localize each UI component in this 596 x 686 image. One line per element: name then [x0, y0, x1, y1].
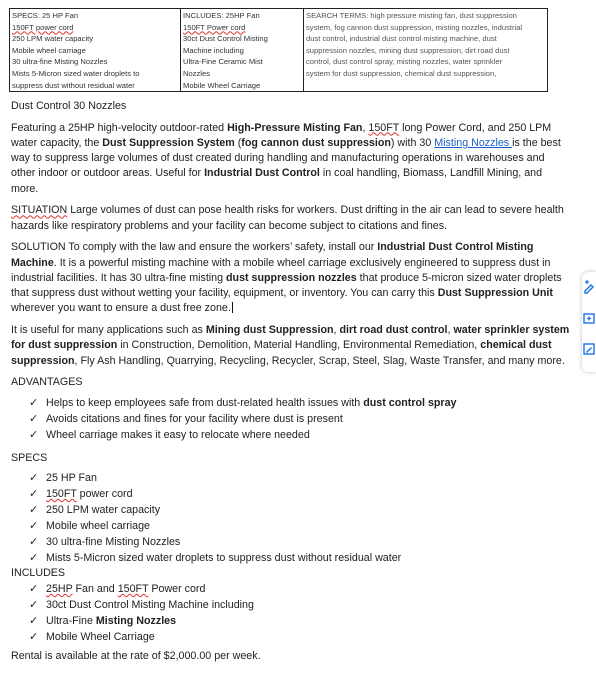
table-line: Mobile wheel carriage	[12, 45, 86, 55]
checkmark-icon: ✓	[29, 471, 39, 484]
advantages-heading: ADVANTAGES	[11, 376, 83, 389]
table-line: Nozzles	[183, 68, 211, 78]
list-item: ✓ Mists 5-Micron sized water droplets to suppress dust without residual water	[29, 551, 402, 564]
list-item: ✓ Mobile wheel carriage	[29, 519, 150, 532]
list-item: ✓ Helps to keep employees safe from dust-related health issues with dust control spray	[29, 396, 457, 409]
includes-heading: INCLUDES	[11, 566, 66, 579]
list-item: ✓ 150FT power cord	[29, 487, 133, 500]
list-item: ✓ 30ct Dust Control Misting Machine including	[29, 599, 254, 612]
checkmark-icon: ✓	[29, 583, 39, 596]
table-line: 250 LPM water capacity	[12, 34, 94, 44]
table-line: SPECS: 25 HP Fan	[12, 11, 79, 20]
intro-paragraph: Featuring a 25HP high-velocity outdoor-rated High-Pressure Misting Fan, 150FT long Power Cord, and 250 LPM water capacity, the Dust Suppression System (fog cannon dust suppression) with 30 Misting Nozzles is the best way to suppress large volumes of dust created during handling and manufacturing operations in warehouses and other indoor or outdoor areas. Useful for Industrial Dust Control in coal handling, Biomass, Landfill Mining, and more.	[11, 121, 561, 195]
table-line: suppression nozzles, mining dust suppression, dirt road dust	[306, 45, 510, 55]
table-line: suppress dust without residual water	[12, 80, 135, 90]
list-item: ✓ 25HP Fan and 150FT Power cord	[29, 583, 206, 596]
checkmark-icon: ✓	[29, 396, 39, 409]
includes-cell[interactable]	[181, 9, 304, 92]
includes-list	[11, 581, 571, 645]
specs-heading: SPECS	[11, 451, 48, 464]
specs-list	[11, 470, 571, 566]
checkmark-icon: ✓	[29, 428, 39, 441]
table-line: control, dust control spray, misting nozzles, water sprinkler	[306, 57, 503, 67]
uses-paragraph: It is useful for many applications such as Mining dust Suppression, dirt road dust control, water sprinkler system for dust suppression in Construction, Demolition, Material Handling, Environmental Remediation, chemical dust suppression, Fly Ash Handling, Quarrying, Recycling, Recycler, Scrap, Steel, Slag, Waste Transfer, and many more.	[11, 324, 570, 367]
document-body[interactable]	[11, 99, 571, 671]
list-item: ✓ 30 ultra-fine Misting Nozzles	[29, 535, 181, 548]
list-item: ✓ Wheel carriage makes it easy to relocate where needed	[29, 428, 310, 441]
table-line: 30ct Dust Control Misting	[183, 34, 268, 44]
solution-paragraph: SOLUTION To comply with the law and ensure the workers’ safety, install our Industrial Dust Control Misting Machine. It is a powerful misting machine with a mobile wheel carriage exclusively engineered to suppress dust in industrial facilities. It has 30 ultra-fine misting dust suppression nozzles that produce 5-micron sized water droplets that suppress dust without wetting your facility, equipment, or inventory. You can carry this Dust Suppression Unit wherever you want to ensure a dust free zone.	[11, 241, 562, 315]
table-line: 30 ultra-fine Misting Nozzles	[12, 57, 108, 67]
edit-icon[interactable]	[583, 342, 595, 356]
checkmark-icon: ✓	[29, 551, 39, 564]
list-item: ✓ 250 LPM water capacity	[29, 503, 161, 516]
table-line: system, fog cannon dust suppression, misting nozzles, industrial	[306, 22, 523, 32]
checkmark-icon: ✓	[29, 631, 39, 644]
suggest-edit-icon[interactable]	[583, 312, 595, 326]
table-line: Mobile Wheel Carriage	[183, 80, 261, 90]
misting-nozzles-link[interactable]: Misting Nozzles	[434, 136, 513, 149]
advantages-list	[11, 395, 571, 443]
table-line: 150FT Power cord	[183, 22, 246, 32]
table-line: 150FT power cord	[12, 22, 74, 32]
list-item: ✓ Mobile Wheel Carriage	[29, 631, 155, 644]
search-terms-cell[interactable]	[304, 9, 548, 92]
rental-line: Rental is available at the rate of $2,000.00 per week.	[11, 650, 261, 663]
specs-cell[interactable]	[10, 9, 181, 92]
checkmark-icon: ✓	[29, 412, 39, 425]
situation-paragraph: SITUATION Large volumes of dust can pose health risks for workers. Dust drifting in the air can lead to severe health hazards like respiratory problems and your facility can become subject to citations and fines.	[11, 204, 564, 232]
document-title: Dust Control 30 Nozzles	[11, 100, 127, 112]
checkmark-icon: ✓	[29, 487, 39, 500]
spec-table	[9, 8, 548, 92]
side-toolbar	[582, 272, 596, 372]
checkmark-icon: ✓	[29, 503, 39, 516]
add-comment-icon[interactable]	[583, 280, 595, 294]
checkmark-icon: ✓	[29, 599, 39, 612]
table-line: Machine including	[183, 45, 244, 55]
checkmark-icon: ✓	[29, 615, 39, 628]
table-line: INCLUDES: 25HP Fan	[183, 11, 260, 20]
text-cursor	[232, 302, 233, 313]
table-line: system for dust suppression, chemical dust suppression,	[306, 68, 497, 78]
list-item: ✓ Ultra-Fine Misting Nozzles	[29, 615, 177, 628]
checkmark-icon: ✓	[29, 519, 39, 532]
table-line: SEARCH TERMS: high pressure misting fan, dust suppression	[306, 11, 517, 20]
list-item: ✓ 25 HP Fan	[29, 471, 97, 484]
table-line: Ultra-Fine Ceramic Mist	[183, 57, 263, 67]
table-line: dust control, industrial dust control misting machine, dust	[306, 34, 497, 44]
table-line: Mists 5-Micron sized water droplets to	[12, 68, 140, 78]
checkmark-icon: ✓	[29, 535, 39, 548]
list-item: ✓ Avoids citations and fines for your facility where dust is present	[29, 412, 343, 425]
